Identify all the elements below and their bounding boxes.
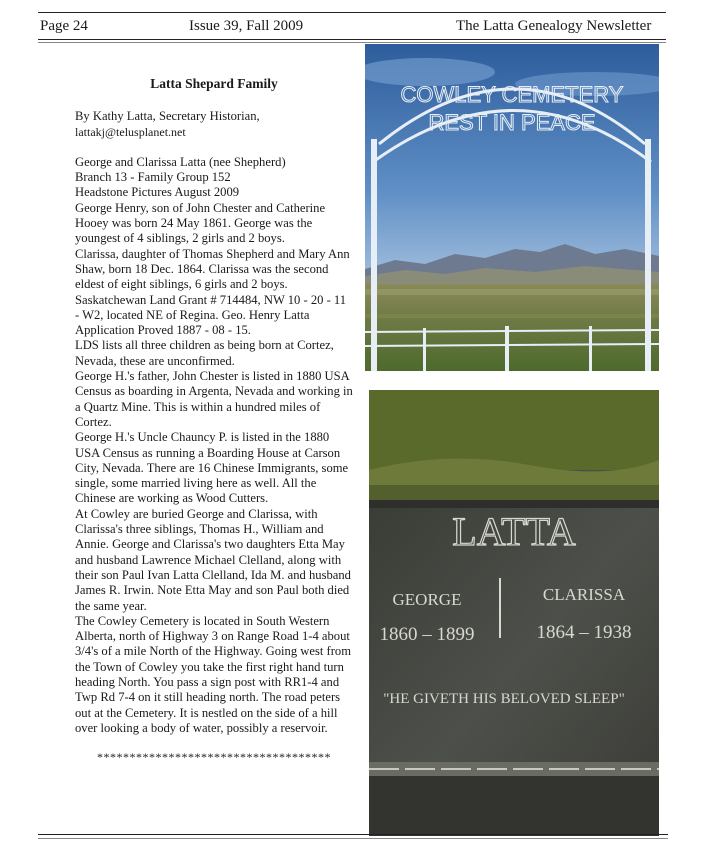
article-column [75,76,353,765]
section-divider-stars: ************************************ [97,750,331,765]
newsletter-title: The Latta Genealogy Newsletter [456,18,652,34]
surname-engraving: LATTA [452,509,576,554]
footer-rule [38,834,668,835]
header-rule-bottom [38,39,666,40]
george-dates: 1860 – 1899 [379,624,475,645]
article-paragraph: Clarissa, daughter of Thomas Shepherd and Mary Ann Shaw, born 18 Dec. 1864. Clarissa was the second eldest of eight siblings, 6 girls and 2 boys. [75,246,350,292]
clarissa-engraving: CLARISSA [542,585,626,604]
article-paragraph: Saskatchewan Land Grant # 714484, NW 10 - 20 - 11 - W2, located NE of Regina. Geo. Henry Latta Application Proved 1887 - 08 - 15. [75,292,347,338]
article-paragraph: At Cowley are buried George and Clarissa, with Clarissa's three siblings, Thomas H., William and Annie. George and Clarissa's two daughters Etta May and husband Lawrence Michael Clelland, along with their son Paul Ivan Latta Clelland, Ida M. and husband James R. Irwin. Note Etta May and son Paul both died the same year. [75,506,351,613]
header-rule-top [38,12,666,13]
george-engraving: GEORGE [392,590,462,609]
clarissa-dates: 1864 – 1938 [536,622,632,643]
gate-arch-text-1: COWLEY CEMETERY [400,82,624,107]
article-paragraph: George H.'s Uncle Chauncy P. is listed in the 1880 USA Census as running a Boarding House at Carson City, Nevada. There are 16 Chinese Immigrants, some single, some married living here as well. All the Chinese are working as Wood Cutters. [75,430,349,506]
gate-arch-text-2: REST IN PEACE [428,110,596,135]
article-paragraph: George H.'s father, John Chester is listed in 1880 USA Census as boarding in Argenta, Nevada and working in a Quartz Mine. This is within a hundred miles of Cortez. [75,369,353,429]
headstone-image [369,390,659,836]
article-paragraph: George Henry, son of John Chester and Catherine Hooey was born 24 May 1861. George was the youngest of 4 siblings, 2 girls and 2 boys. [75,200,326,246]
header-rule-bottom-2 [38,42,666,43]
article-body [75,201,353,736]
page-number: Page 24 [40,18,88,34]
author-email: lattakj@telusplanet.net [75,124,186,139]
intro-line: Branch 13 - Family Group 152 [75,170,231,185]
epitaph-engraving: "HE GIVETH HIS BELOVED SLEEP" [383,691,625,707]
issue-label: Issue 39, Fall 2009 [189,18,304,34]
intro-line: George and Clarissa Latta (nee Shepherd) [75,154,286,169]
article-intro [75,155,353,201]
article-paragraph: The Cowley Cemetery is located in South Western Alberta, north of Highway 3 on Range Road 1-4 about 3/4's of a mile North of the Highway. Going west from the Town of Cowley you take the first right hand turn heading North. You pass a sign post with RR1-4 and Twp Rd 7-4 on it still heading north. The road peters out at the Cemetery. It is nestled on the side of a hill over looking a body of water, possibly a reservoir. [75,613,352,735]
cemetery-gate-image [365,44,659,371]
headstone-photo [369,390,659,836]
intro-line: Headstone Pictures August 2009 [75,185,240,200]
cemetery-gate-photo [365,44,659,371]
footer-rule-2 [38,838,668,839]
article-title: Latta Shepard Family [150,76,278,91]
article-byline: By Kathy Latta, Secretary Historian, [75,109,260,124]
article-paragraph: LDS lists all three children as being born at Cortez, Nevada, these are unconfirmed. [75,338,334,368]
